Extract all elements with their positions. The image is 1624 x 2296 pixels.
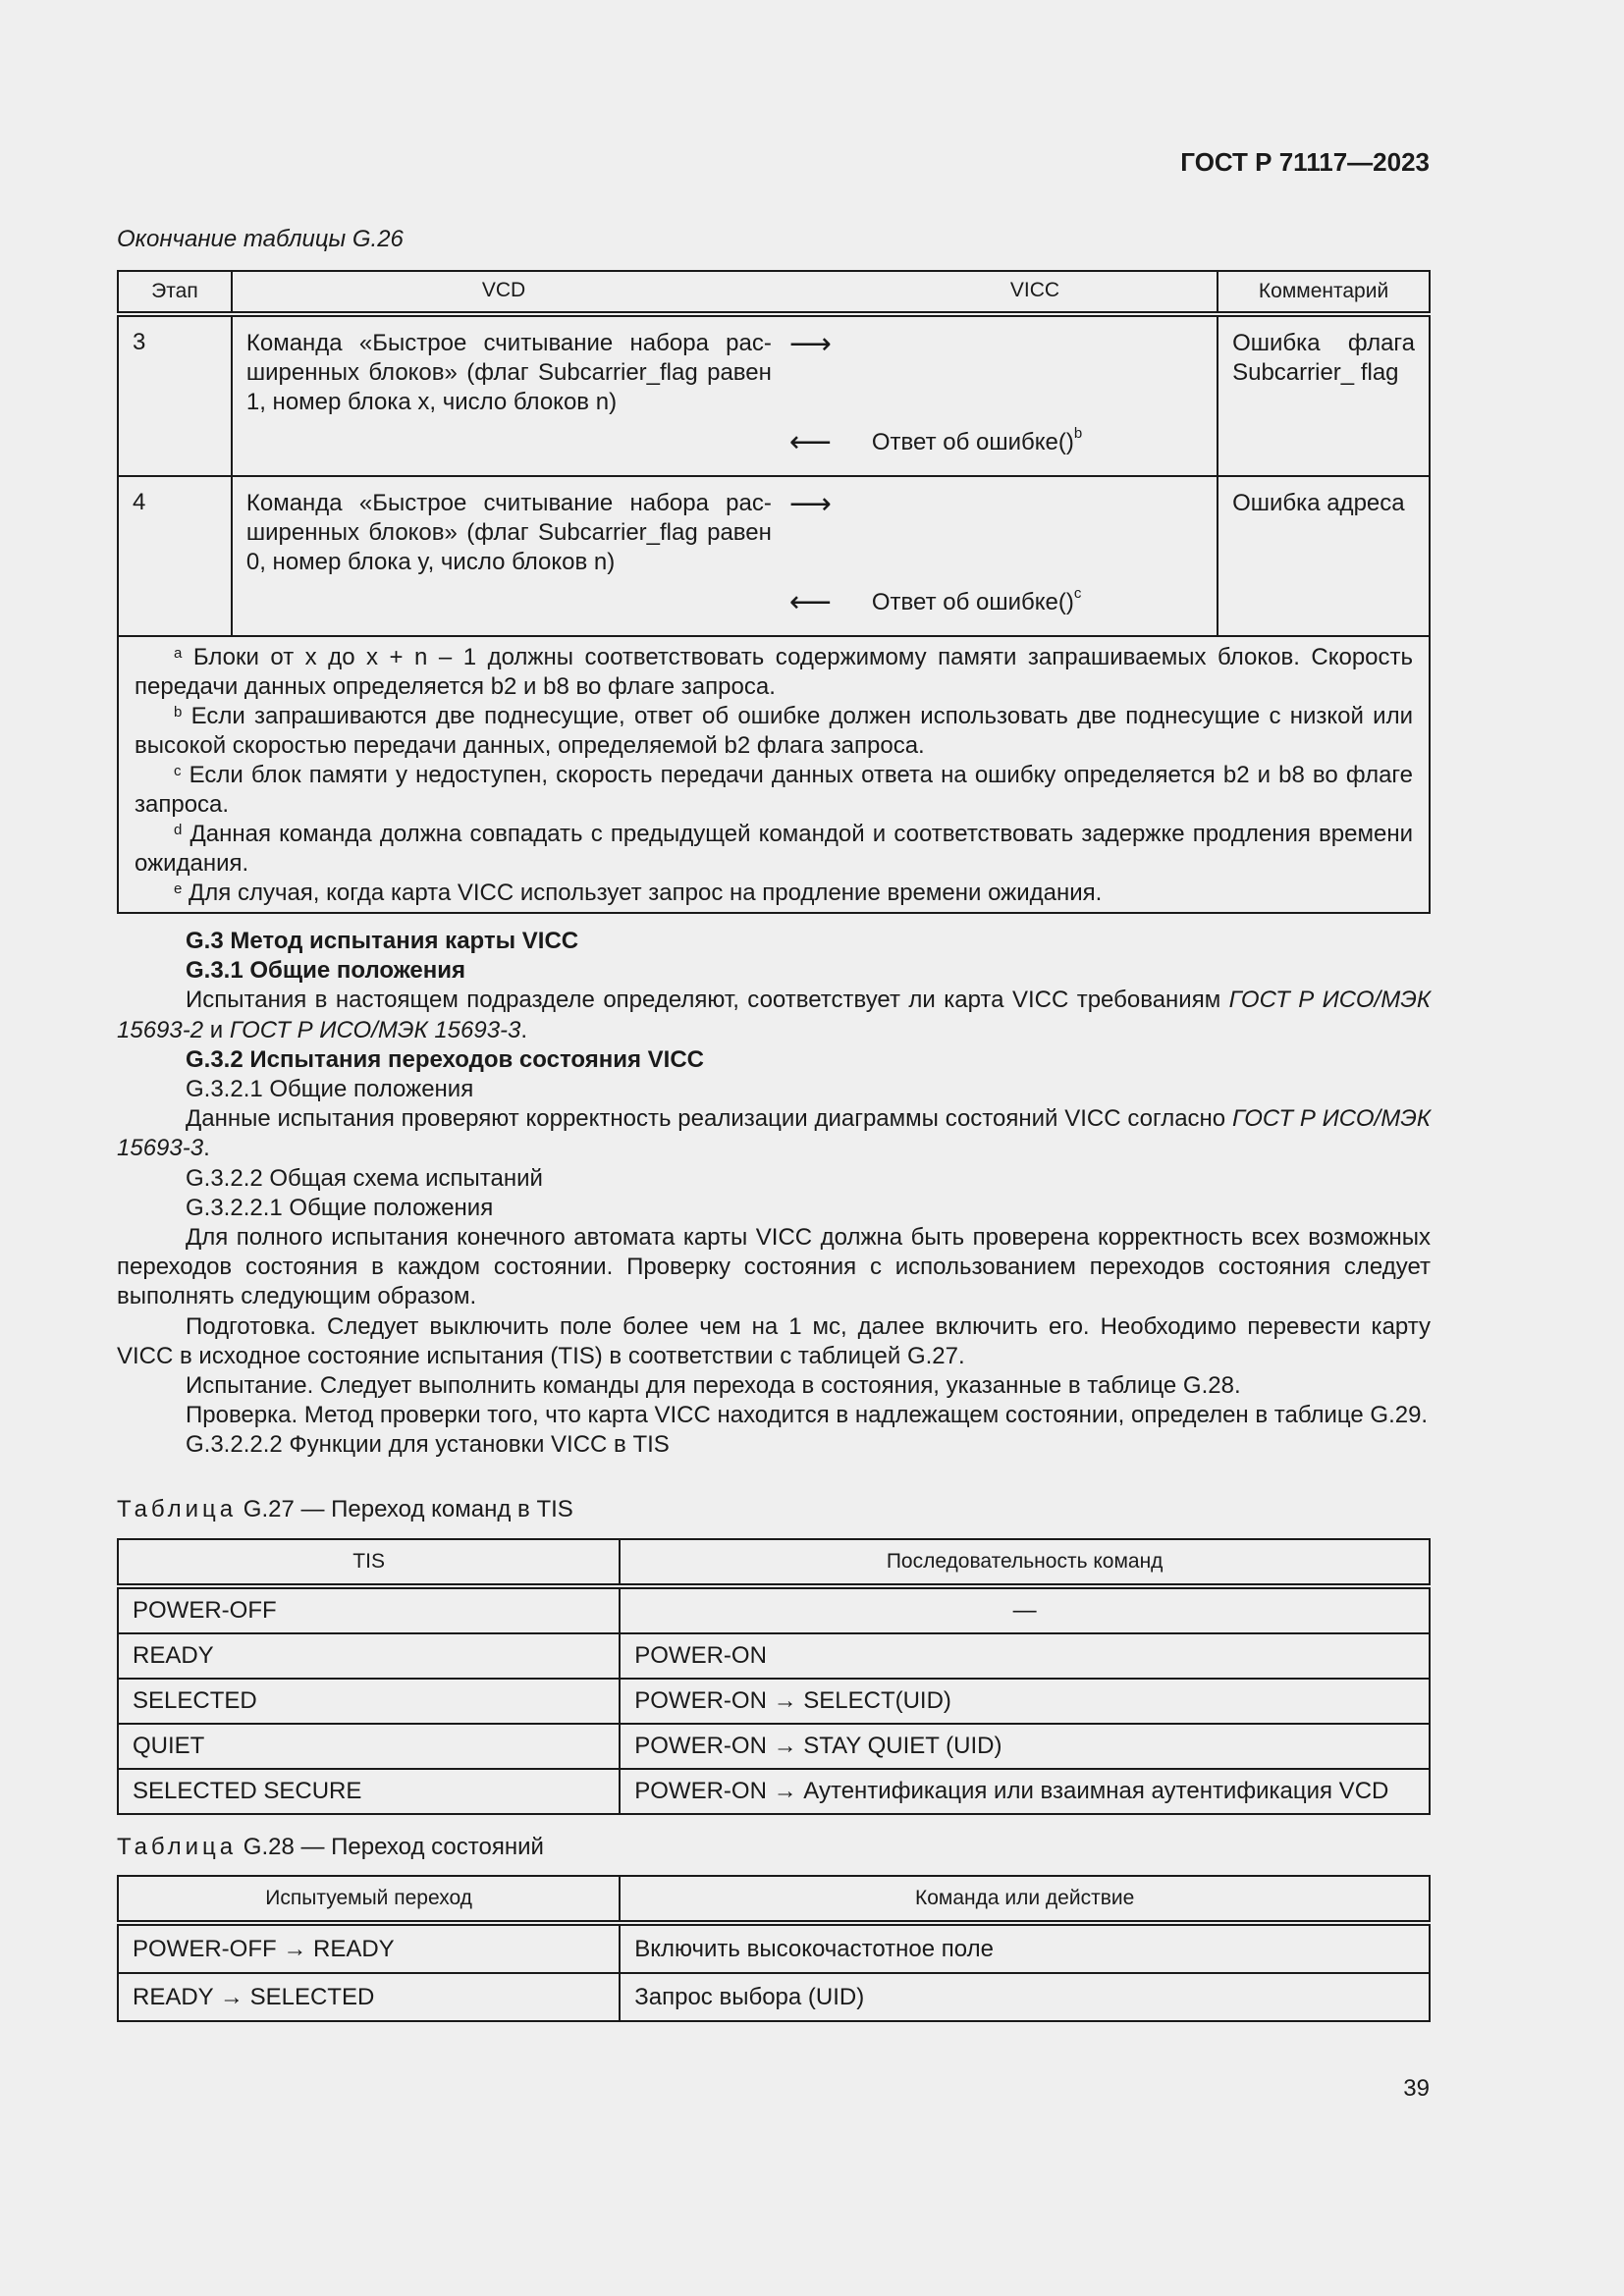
action-cell: Включить высокочастотное поле bbox=[620, 1923, 1430, 1973]
section-heading-g3222: G.3.2.2.2 Функции для установки VICC в TIS bbox=[186, 1431, 670, 1459]
comment-cell: Ошибка флага Subcarrier_ flag bbox=[1218, 314, 1430, 476]
arrow-left-icon: ⟵ bbox=[788, 586, 832, 618]
table-header-row bbox=[118, 271, 1430, 314]
response-text: Ответ об ошибке()$^b$ bbox=[871, 425, 1083, 455]
table-row bbox=[118, 1586, 1430, 1633]
section-body bbox=[117, 927, 1431, 1461]
tis-cell: SELECTED SECURE bbox=[118, 1769, 620, 1814]
table-row bbox=[118, 1923, 1430, 1973]
table-g28-caption: Таблица G.28 — Переход состояний bbox=[117, 1834, 544, 1860]
section-heading-g3221: G.3.2.2.1 Общие положения bbox=[186, 1194, 494, 1221]
command-cell bbox=[232, 476, 1218, 636]
command-cell bbox=[232, 314, 1218, 476]
table-row bbox=[118, 1679, 1430, 1724]
footnote-d: $^d$ Данная команда должна совпадать с предыдущей командой и соответствовать задержке продления времени ожидания. bbox=[135, 821, 1414, 877]
paragraph-g31: Испытания в настоящем подразделе определяют, соответствует ли карта VICC требованиям ГОСТ Р ИСО/МЭК 15693-2 и ГОСТ Р ИСО/МЭК 15693-3. bbox=[117, 987, 1431, 1043]
table-header-row bbox=[118, 1539, 1430, 1586]
footnote-b: $^b$ Если запрашиваются две поднесущие, ответ об ошибке должен использовать две поднесущие с низкой или высокой скоростью передачи данных, определяемой b2 флага запроса. bbox=[135, 703, 1413, 759]
section-heading-g322: G.3.2.2 Общая схема испытаний bbox=[186, 1164, 543, 1192]
comment-cell: Ошибка адреса bbox=[1218, 476, 1430, 636]
table-notes bbox=[118, 636, 1430, 913]
tis-cell: QUIET bbox=[118, 1724, 620, 1769]
transition-cell: READY → SELECTED bbox=[118, 1973, 620, 2021]
header-vcd: VCD bbox=[481, 279, 526, 301]
paragraph: Испытание. Следует выполнить команды для перехода в состояния, указанные в таблице G.28. bbox=[186, 1372, 1241, 1400]
sequence-cell: POWER-ON → STAY QUIET (UID) bbox=[620, 1724, 1430, 1769]
stage-cell: 4 bbox=[118, 476, 232, 636]
table-row bbox=[118, 476, 1430, 636]
response-text: Ответ об ошибке()$^c$ bbox=[871, 585, 1082, 615]
paragraph-g321: Данные испытания проверяют корректность реализации диаграммы состояний VICC согласно ГОСТ Р ИСО/МЭК 15693-3. bbox=[117, 1105, 1431, 1162]
sequence-cell: POWER-ON bbox=[620, 1633, 1430, 1679]
footnote-c: $^c$ Если блок памяти y недоступен, скорость передачи данных ответа на ошибку определяется b2 и b8 во флаге запроса. bbox=[135, 762, 1413, 818]
paragraph: Проверка. Метод проверки того, что карта VICC находится в надлежащем состоянии, определен в таблице G.29. bbox=[186, 1402, 1429, 1429]
standard-reference: ГОСТ Р ИСО/МЭК 15693-2 bbox=[117, 987, 1431, 1043]
footnote-e: $^e$ Для случая, когда карта VICC использует запрос на продление времени ожидания. bbox=[174, 880, 1103, 906]
table-notes-row bbox=[118, 636, 1430, 913]
sequence-cell: — bbox=[620, 1586, 1430, 1633]
stage-cell: 3 bbox=[118, 314, 232, 476]
section-heading-g32: G.3.2 Испытания переходов состояния VICC bbox=[186, 1045, 705, 1073]
table-g27-caption: Таблица G.27 — Переход команд в TIS bbox=[117, 1496, 573, 1522]
tis-cell: READY bbox=[118, 1633, 620, 1679]
header-transition: Испытуемый переход bbox=[118, 1876, 620, 1923]
header-comment: Комментарий bbox=[1218, 271, 1430, 314]
table-header-row bbox=[118, 1876, 1430, 1923]
table-row bbox=[118, 1769, 1430, 1814]
standard-reference: ГОСТ Р ИСО/МЭК 15693-3 bbox=[229, 1016, 521, 1043]
table-row bbox=[118, 314, 1430, 476]
header-stage: Этап bbox=[118, 271, 232, 314]
header-sequence: Последовательность команд bbox=[620, 1539, 1430, 1586]
table-g27 bbox=[117, 1538, 1431, 1815]
transition-cell: POWER-OFF → READY bbox=[118, 1923, 620, 1973]
section-heading-g321: G.3.2.1 Общие положения bbox=[186, 1076, 474, 1103]
table-g28 bbox=[117, 1875, 1431, 2022]
table-g26 bbox=[117, 270, 1431, 914]
table-row bbox=[118, 1724, 1430, 1769]
tis-cell: POWER-OFF bbox=[118, 1586, 620, 1633]
footnote-a: $^a$ Блоки от x до x + n – 1 должны соответствовать содержимому памяти запрашиваемых блоков. Скорость передачи данных определяется b2 и b8 во флаге запроса. bbox=[135, 644, 1414, 700]
document-id-header: ГОСТ Р 71117—2023 bbox=[1180, 147, 1430, 177]
page-number: 39 bbox=[1403, 2075, 1430, 2102]
table-g26-caption: Окончание таблицы G.26 bbox=[117, 226, 404, 252]
section-heading-g3: G.3 Метод испытания карты VICC bbox=[186, 928, 579, 954]
command-text: Команда «Быстрое считывание набора расширенных блоков» (флаг Subcarrier_flag равен 1, номер блока x, число блоков n) bbox=[245, 330, 772, 415]
sequence-cell: POWER-ON → Аутентификация или взаимная аутентификация VCD bbox=[620, 1769, 1430, 1814]
arrow-left-icon: ⟵ bbox=[788, 426, 832, 458]
arrow-right-icon: ⟶ bbox=[788, 328, 832, 360]
arrow-right-icon: ⟶ bbox=[788, 488, 832, 520]
paragraph: Подготовка. Следует выключить поле более чем на 1 мс, далее включить его. Необходимо перевести карту VICC в исходное состояние испытания (TIS) в соответствии с таблицей G.27. bbox=[117, 1312, 1431, 1369]
table-row bbox=[118, 1973, 1430, 2021]
paragraph: Для полного испытания конечного автомата карты VICC должна быть проверена корректность всех возможных переходов состояния в каждом состоянии. Проверку состояния с использованием переходов состояния следует выполнять следующим образом. bbox=[117, 1224, 1431, 1310]
table-row bbox=[118, 1633, 1430, 1679]
standard-reference: ГОСТ Р ИСО/МЭК 15693-3 bbox=[117, 1105, 1431, 1162]
header-action: Команда или действие bbox=[620, 1876, 1430, 1923]
header-vicc: VICC bbox=[1009, 279, 1060, 301]
header-vcd-vicc bbox=[232, 271, 1218, 314]
header-tis: TIS bbox=[118, 1539, 620, 1586]
tis-cell: SELECTED bbox=[118, 1679, 620, 1724]
action-cell: Запрос выбора (UID) bbox=[620, 1973, 1430, 2021]
command-text: Команда «Быстрое считывание набора расширенных блоков» (флаг Subcarrier_flag равен 0, номер блока y, число блоков n) bbox=[245, 490, 772, 575]
sequence-cell: POWER-ON → SELECT(UID) bbox=[620, 1679, 1430, 1724]
section-heading-g31: G.3.1 Общие положения bbox=[186, 957, 466, 985]
